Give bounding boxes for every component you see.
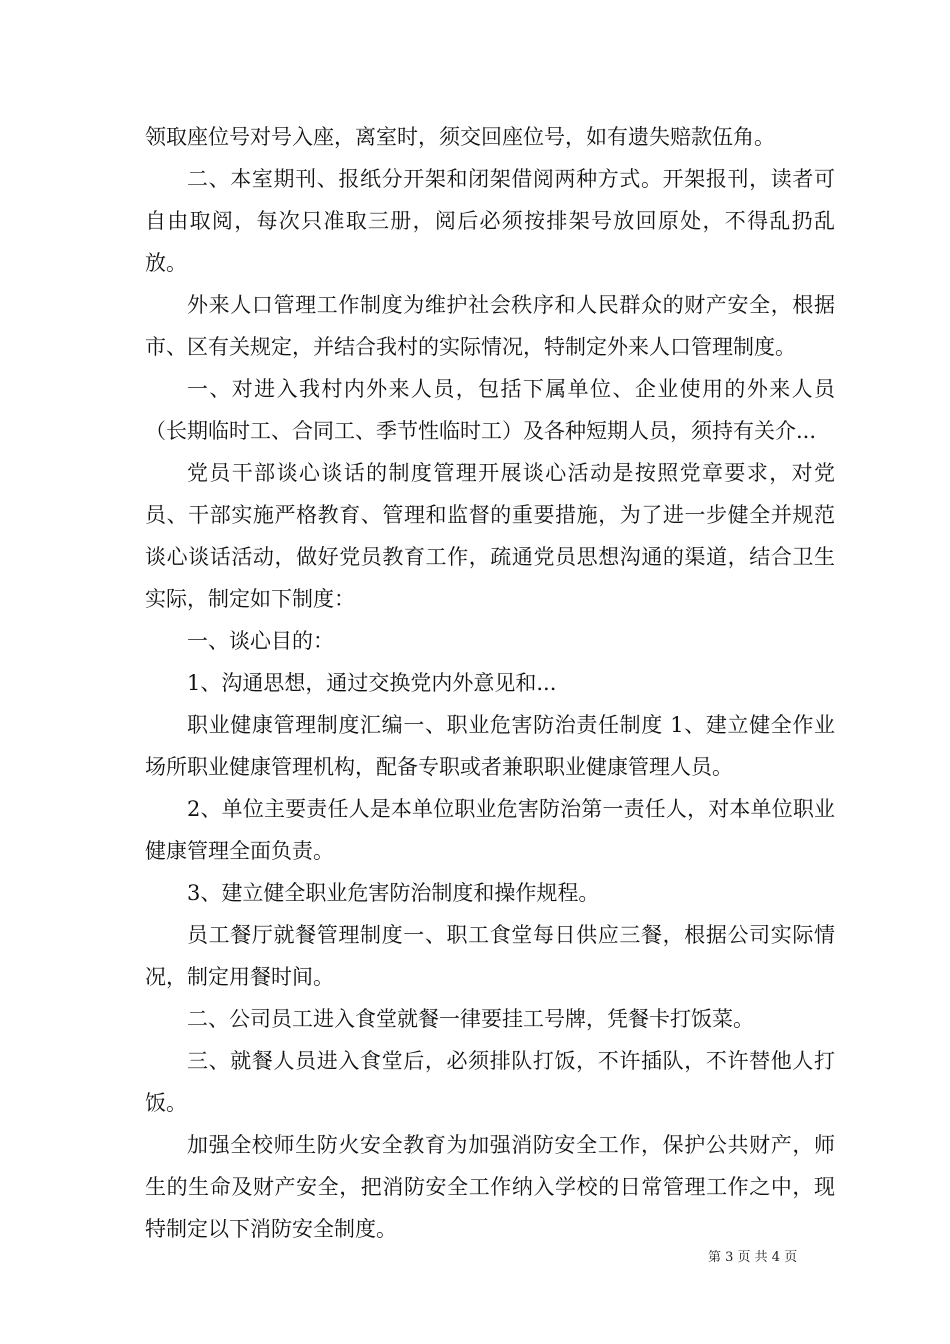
paragraph: 一、对进入我村内外来人员，包括下属单位、企业使用的外来人员（长期临时工、合同工、季节性临时工）及各种短期人员，须持有关介... <box>145 377 835 443</box>
paragraph: 党员干部谈心谈话的制度管理开展谈心活动是按照党章要求，对党员、干部实施严格教育、管理和监督的重要措施，为了进一步健全并规范谈心谈话活动，做好党员教育工作，疏通党员思想沟通的渠道，结合卫生实际，制定如下制度： <box>145 461 835 611</box>
paragraph: 三、就餐人员进入食堂后，必须排队打饭，不许插队，不许替他人打饭。 <box>145 1049 835 1115</box>
paragraph: 员工餐厅就餐管理制度一、职工食堂每日供应三餐，根据公司实际情况，制定用餐时间。 <box>145 923 835 989</box>
paragraph: 二、本室期刊、报纸分开架和闭架借阅两种方式。开架报刊，读者可自由取阅，每次只准取三册，阅后必须按排架号放回原处，不得乱扔乱放。 <box>145 167 835 275</box>
document-body <box>145 116 835 1250</box>
paragraph: 3、建立健全职业危害防治制度和操作规程。 <box>187 881 600 905</box>
paragraph: 2、单位主要责任人是本单位职业危害防治第一责任人，对本单位职业健康管理全面负责。 <box>145 797 835 863</box>
paragraph: 外来人口管理工作制度为维护社会秩序和人民群众的财产安全，根据市、区有关规定，并结合我村的实际情况，特制定外来人口管理制度。 <box>145 293 835 359</box>
paragraph: 一、谈心目的： <box>187 629 334 653</box>
paragraph: 1、沟通思想，通过交换党内外意见和... <box>187 671 557 695</box>
paragraph: 二、公司员工进入食堂就餐一律要挂工号牌，凭餐卡打饭菜。 <box>187 1007 754 1031</box>
paragraph: 加强全校师生防火安全教育为加强消防安全工作，保护公共财产，师生的生命及财产安全，把消防安全工作纳入学校的日常管理工作之中，现特制定以下消防安全制度。 <box>145 1133 835 1241</box>
paragraph: 职业健康管理制度汇编一、职业危害防治责任制度 1、建立健全作业场所职业健康管理机构，配备专职或者兼职职业健康管理人员。 <box>145 713 835 779</box>
paragraph: 领取座位号对号入座，离室时，须交回座位号，如有遗失赔款伍角。 <box>145 125 775 149</box>
page-number-footer: 第 3 页 共 4 页 <box>708 1250 798 1265</box>
